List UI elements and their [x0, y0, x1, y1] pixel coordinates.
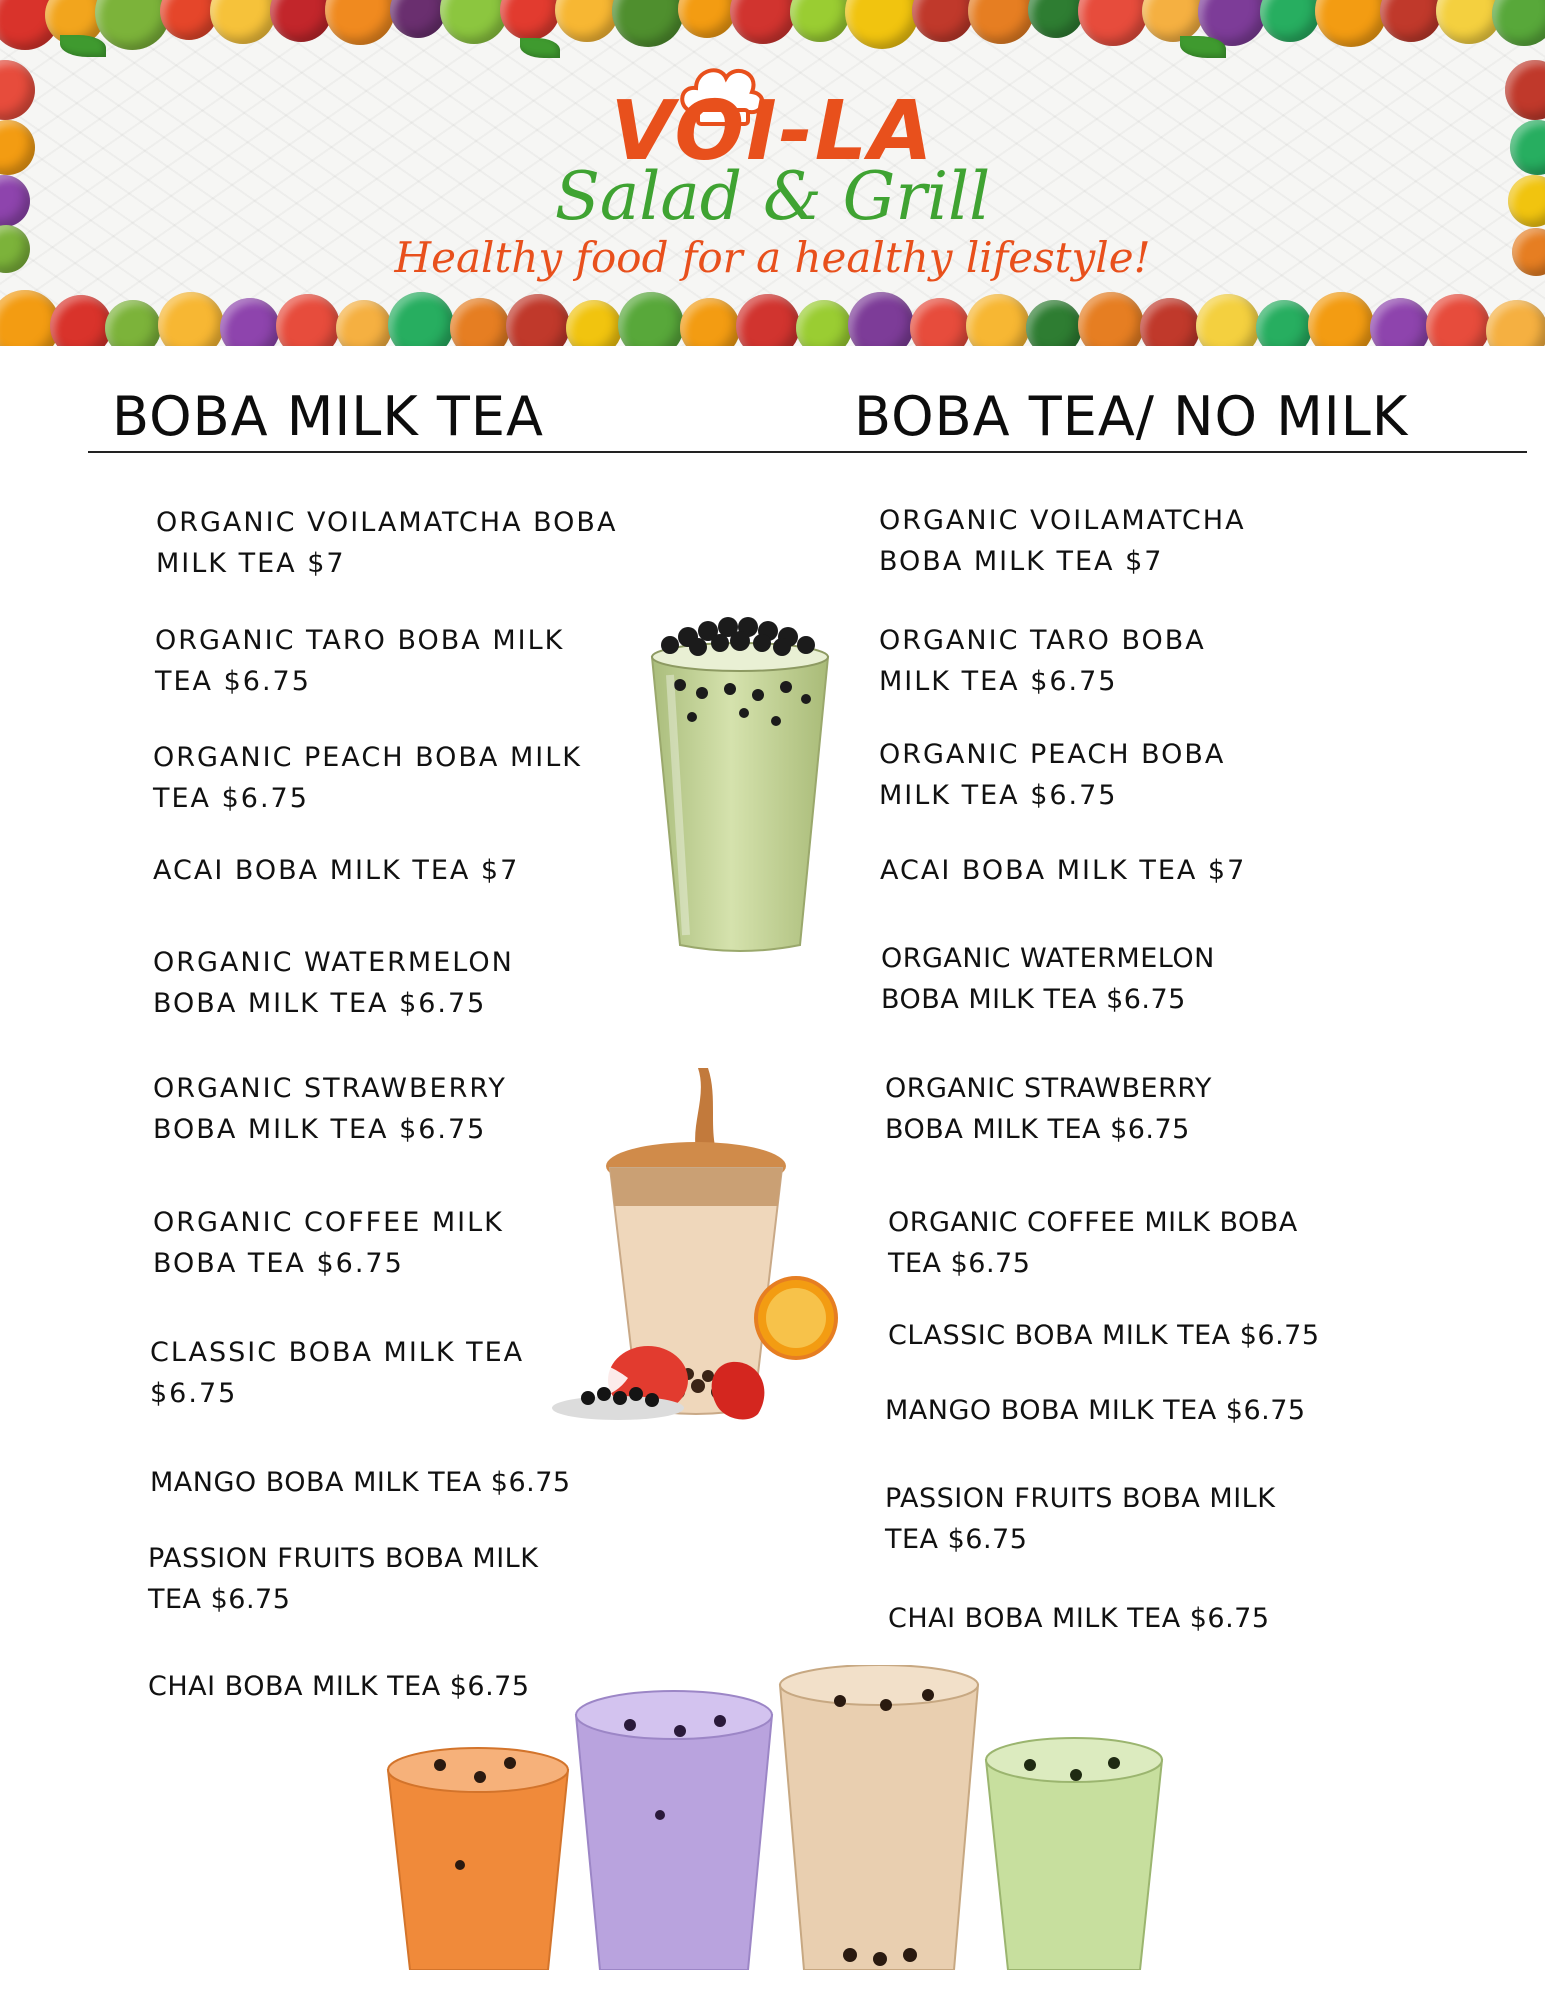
logo-tagline: Healthy food for a healthy lifestyle!	[394, 233, 1151, 282]
menu-item: ORGANIC TARO BOBA MILK TEA $6.75	[879, 625, 1206, 697]
menu-item: CHAI BOBA MILK TEA $6.75	[148, 1671, 530, 1702]
left-section-title: BOBA MILK TEA	[112, 385, 544, 448]
menu-item: ORGANIC VOILAMATCHA BOBA MILK TEA $7	[879, 505, 1246, 577]
menu-item: ORGANIC STRAWBERRY BOBA MILK TEA $6.75	[153, 1073, 507, 1145]
header-banner	[0, 0, 1545, 346]
menu-item: ACAI BOBA MILK TEA $7	[880, 855, 1247, 886]
menu-item: CLASSIC BOBA MILK TEA $6.75	[150, 1337, 525, 1409]
menu-item: MANGO BOBA MILK TEA $6.75	[150, 1467, 571, 1498]
matcha-boba-drink-image	[640, 615, 840, 955]
right-title-underline	[620, 451, 1527, 453]
menu-item: ORGANIC COFFEE MILK BOBA TEA $6.75	[153, 1207, 504, 1279]
left-title-underline	[88, 451, 628, 453]
menu-item: PASSION FRUITS BOBA MILK TEA $6.75	[885, 1483, 1276, 1555]
right-section-title: BOBA TEA/ NO MILK	[854, 385, 1409, 448]
menu-item: ORGANIC VOILAMATCHA BOBA MILK TEA $7	[156, 507, 618, 579]
milk-tea-splash-image	[548, 1068, 844, 1426]
menu-item: ORGANIC WATERMELON BOBA MILK TEA $6.75	[881, 943, 1215, 1015]
menu-item: ORGANIC WATERMELON BOBA MILK TEA $6.75	[153, 947, 514, 1019]
menu-item: ORGANIC PEACH BOBA MILK TEA $6.75	[879, 739, 1226, 811]
menu-item: ORGANIC PEACH BOBA MILK TEA $6.75	[153, 742, 582, 814]
menu-item: PASSION FRUITS BOBA MILK TEA $6.75	[148, 1543, 539, 1615]
menu-item: ORGANIC STRAWBERRY BOBA MILK TEA $6.75	[885, 1073, 1212, 1145]
menu-item: CHAI BOBA MILK TEA $6.75	[888, 1603, 1270, 1634]
menu-item: MANGO BOBA MILK TEA $6.75	[885, 1395, 1306, 1426]
menu-item: ORGANIC TARO BOBA MILK TEA $6.75	[155, 625, 565, 697]
logo-wordmark: VOI-LA	[610, 84, 935, 179]
logo-subtitle: Salad & Grill	[554, 158, 991, 235]
menu-item: ACAI BOBA MILK TEA $7	[153, 855, 520, 886]
four-boba-drinks-image	[380, 1665, 1170, 1970]
menu-item: ORGANIC COFFEE MILK BOBA TEA $6.75	[888, 1207, 1298, 1279]
menu-item: CLASSIC BOBA MILK TEA $6.75	[888, 1320, 1320, 1351]
